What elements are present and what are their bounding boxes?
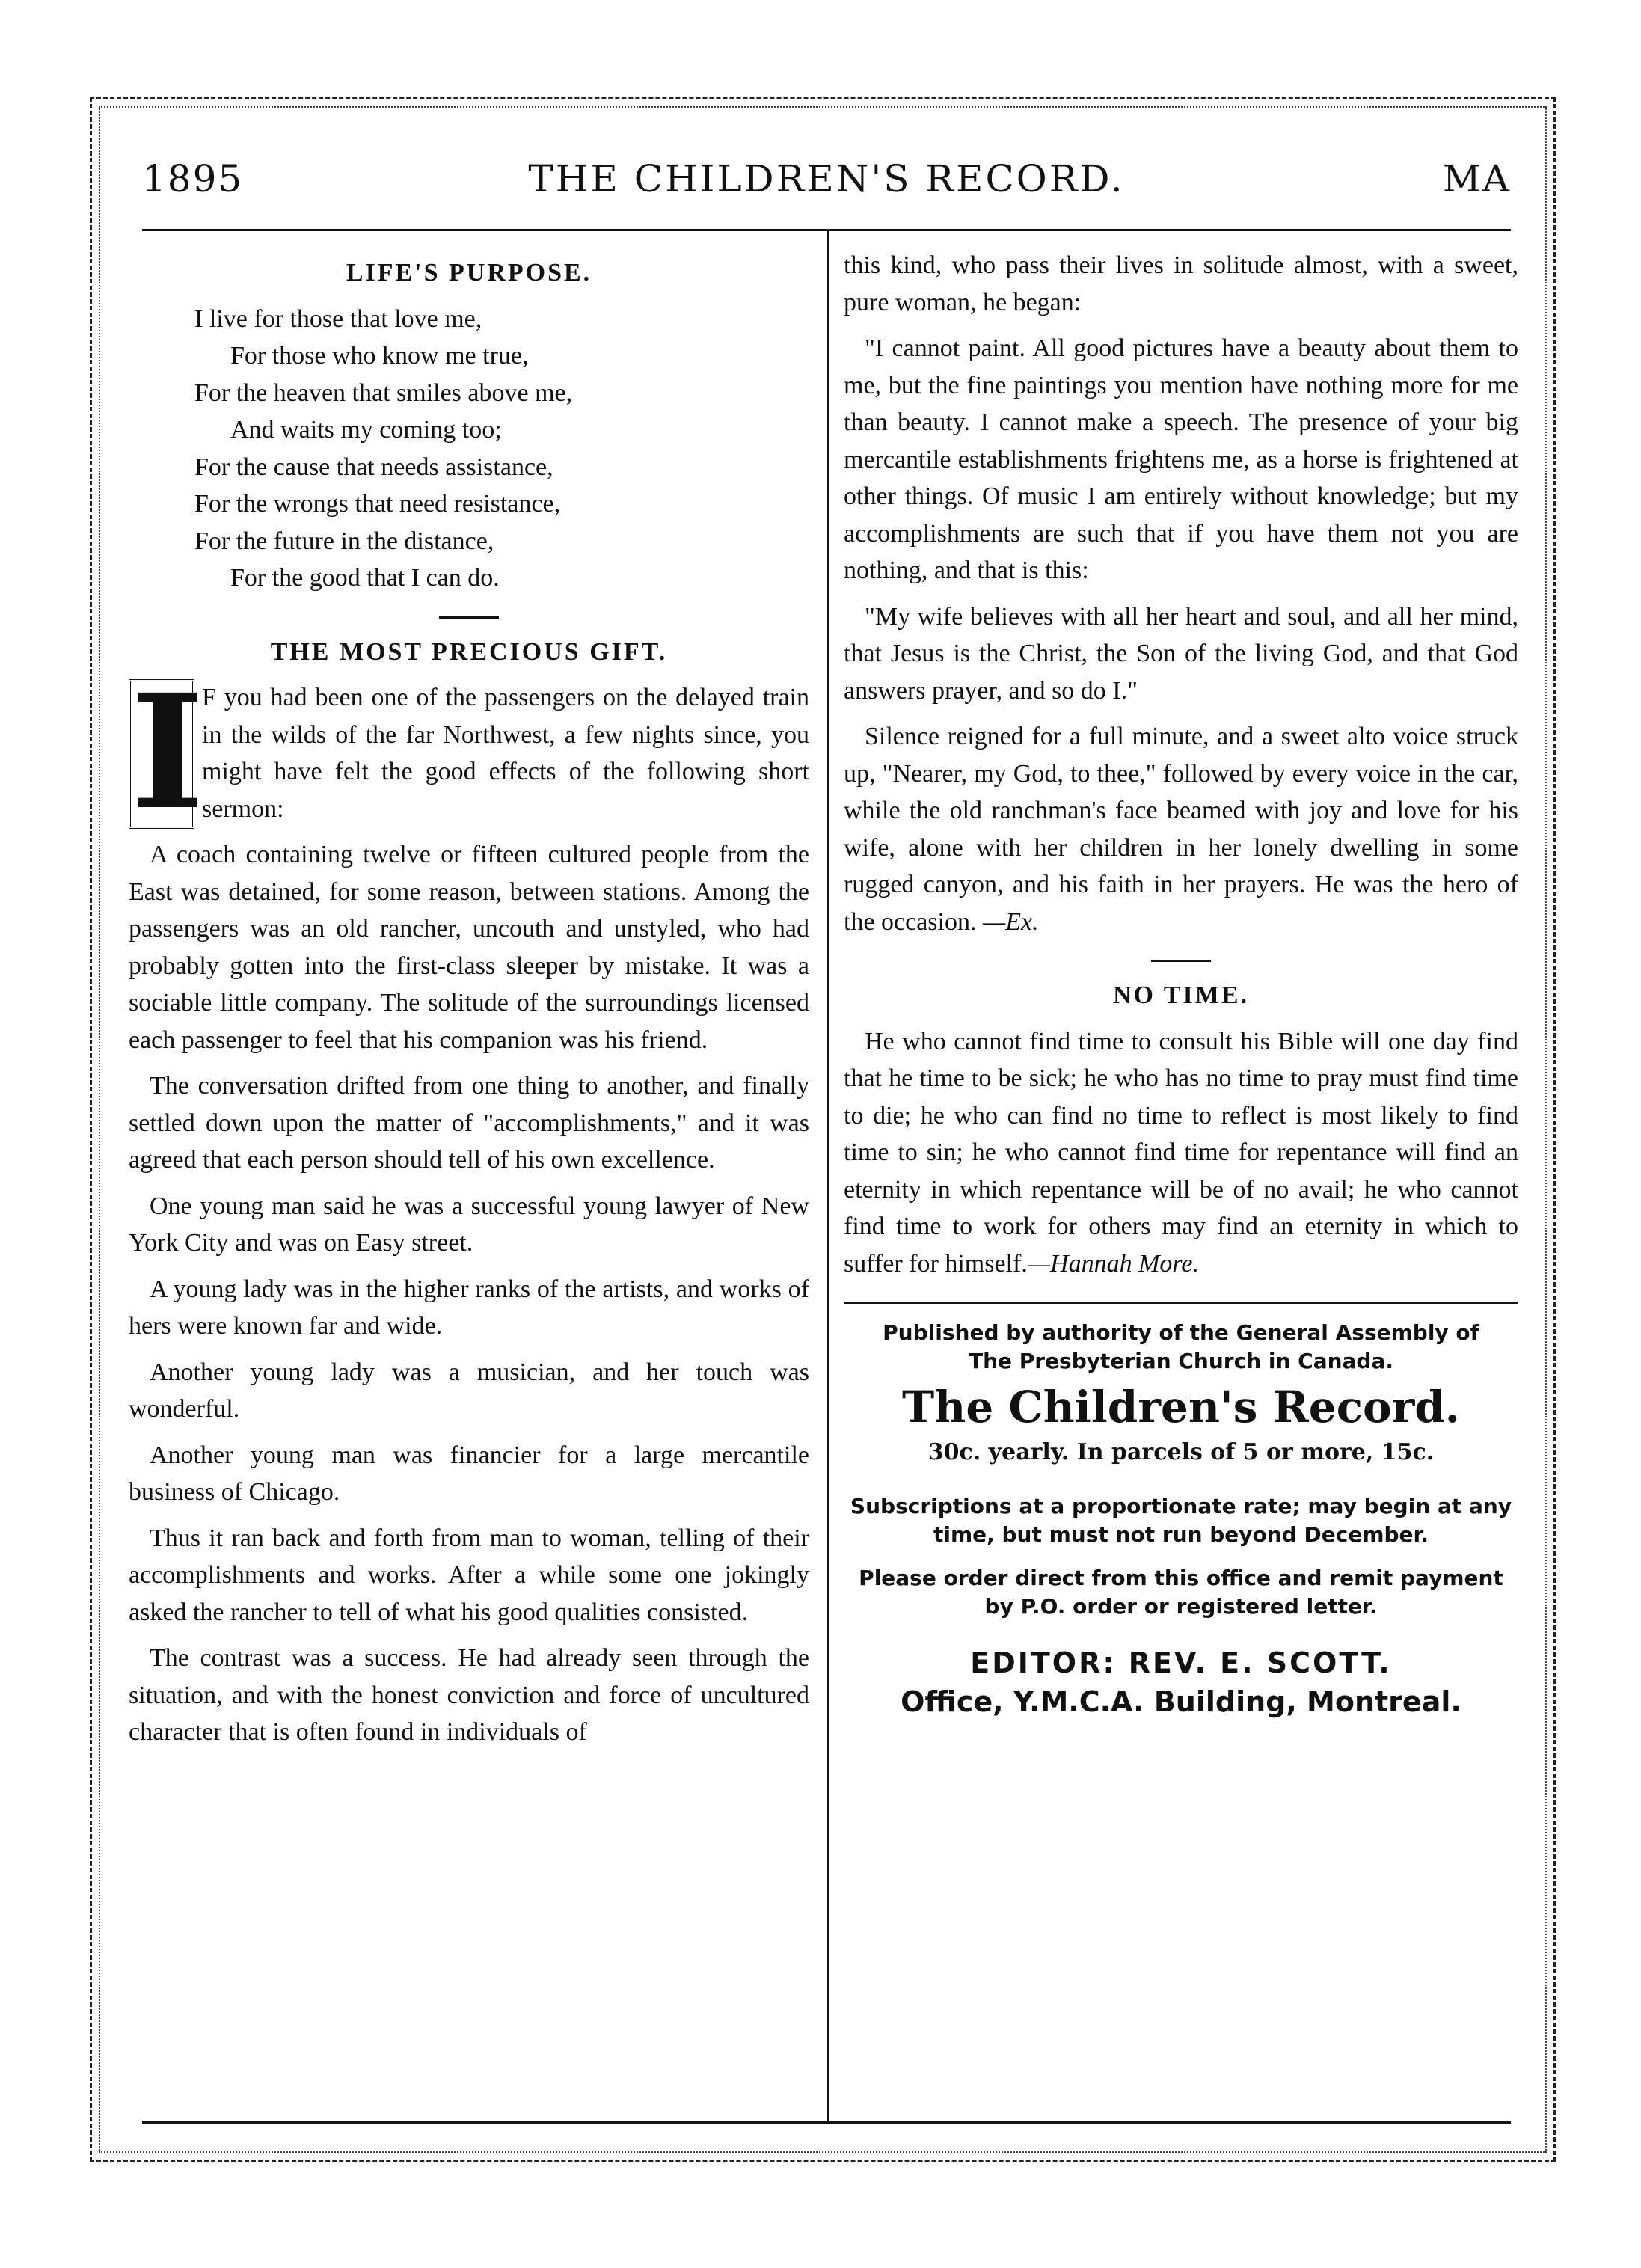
poem-line: For the wrongs that need resistance, bbox=[194, 490, 561, 518]
poem-line: For the good that I can do. bbox=[230, 564, 500, 592]
masthead: The Children's Record. bbox=[901, 1382, 1460, 1432]
header-month: MA bbox=[1442, 157, 1511, 200]
header-title: THE CHILDREN'S RECORD. bbox=[528, 157, 1125, 200]
article-paragraph: Another young lady was a musician, and her touch was wonderful. bbox=[129, 1358, 809, 1423]
article-source: —Ex. bbox=[983, 907, 1039, 936]
article-paragraph: "I cannot paint. All good pictures have a beauty about them to me, but the fine paintings you mention have nothing more for me than beauty. I cannot make a speech. The presence of your big mercantile establishments frightens me, as a horse is frightened at other things. Of music I am entirely without knowledge; but my accomplishments are such that if you have them not you are nothing, and that is this: bbox=[844, 334, 1518, 584]
poem-line: For the future in the distance, bbox=[194, 527, 494, 555]
notime-text: He who cannot find time to consult his Bible will one day find that he time to be sick; he who has no time to pray must find time to die; he who can find no time to reflect is most likely to find time to sin; he who cannot find time for repentance will find an eternity in which repentance will be of no avail; he who cannot find time to work for others may find an eternity in which to suffer for himself. bbox=[844, 1027, 1518, 1278]
article-continued: this kind, who pass their lives in solitude almost, with a sweet, pure woman, he began: bbox=[844, 251, 1518, 316]
left-column bbox=[129, 247, 809, 1760]
article-paragraph: The conversation drifted from one thing to another, and finally settled down upon the matter of "accomplishments," and it was agreed that each person should tell of his own excellence. bbox=[129, 1072, 809, 1174]
notime-author: —Hannah More. bbox=[1027, 1249, 1199, 1278]
first-paragraph-text: F you had been one of the passengers on the delayed train in the wilds of the far Northwest, a few nights since, you might have felt the good effects of the following short sermon: bbox=[202, 684, 809, 823]
running-header bbox=[142, 157, 1511, 209]
right-column bbox=[844, 247, 1518, 1721]
poem-title: LIFE'S PURPOSE. bbox=[346, 259, 592, 286]
article-paragraph: "My wife believes with all her heart and soul, and all her mind, that Jesus is the Christ, the Son of the living God, and that God answers prayer, and so do I." bbox=[844, 602, 1518, 705]
subscriptions: Subscriptions at a proportionate rate; may begin at any time, but must not run beyond December. bbox=[850, 1494, 1512, 1547]
poem-line: I live for those that love me, bbox=[194, 304, 482, 333]
publisher-box bbox=[844, 1319, 1518, 1721]
article-paragraph: A young lady was in the higher ranks of the artists, and works of hers were known far and wide. bbox=[129, 1275, 809, 1340]
article-paragraph: Thus it ran back and forth from man to woman, telling of their accomplishments and works. After a while some one jokingly asked the rancher to tell of what his good qualities consisted. bbox=[129, 1524, 809, 1626]
poem bbox=[194, 301, 809, 597]
column-divider bbox=[827, 229, 829, 2121]
article-paragraph-text: Silence reigned for a full minute, and a sweet alto voice struck up, "Nearer, my God, to thee," followed by every voice in the car, while the old ranchman's face beamed with joy and love for his wife, alone with her children in her lonely dwelling in some rugged canyon, and his faith in her prayers. He was the hero of the occasion. bbox=[844, 723, 1518, 936]
poem-line: For the cause that needs assistance, bbox=[194, 453, 553, 481]
office: Office, Y.M.C.A. Building, Montreal. bbox=[901, 1685, 1461, 1718]
notime-title: NO TIME. bbox=[1112, 981, 1250, 1009]
header-rule bbox=[142, 229, 1511, 231]
notime-paragraph bbox=[844, 1023, 1518, 1283]
article-paragraph: A coach containing twelve or fifteen cultured people from the East was detained, for some reason, between stations. Among the passengers was an old rancher, uncouth and unstyled, who had probably gotten into the first-class sleeper by mistake. It was a sociable little company. The solitude of the surroundings licensed each passenger to feel that his companion was his friend. bbox=[129, 841, 809, 1054]
poem-line: And waits my coming too; bbox=[230, 416, 502, 444]
article-paragraph: One young man said he was a successful young lawyer of New York City and was on Easy street. bbox=[129, 1192, 809, 1257]
footer-rule bbox=[142, 2121, 1511, 2124]
article-first-paragraph bbox=[129, 660, 809, 845]
drop-cap: I bbox=[129, 679, 194, 829]
order-info: Please order direct from this office and remit payment by P.O. order or registered letter. bbox=[859, 1566, 1503, 1619]
editor: EDITOR: REV. E. SCOTT. bbox=[970, 1646, 1392, 1679]
publisher-line1: Published by authority of the General Assembly of bbox=[883, 1320, 1479, 1345]
article-paragraph bbox=[844, 718, 1518, 940]
section-rule bbox=[1151, 960, 1211, 962]
poem-line: For the heaven that smiles above me, bbox=[194, 378, 573, 407]
price: 30c. yearly. In parcels of 5 or more, 15c. bbox=[927, 1439, 1435, 1465]
article-paragraph: Another young man was financier for a large mercantile business of Chicago. bbox=[129, 1441, 809, 1506]
section-rule bbox=[439, 616, 499, 619]
article-title: THE MOST PRECIOUS GIFT. bbox=[270, 637, 668, 666]
publisher-line2: The Presbyterian Church in Canada. bbox=[968, 1349, 1394, 1373]
publisher-rule bbox=[844, 1302, 1518, 1304]
poem-line: For those who know me true, bbox=[230, 342, 529, 370]
header-year: 1895 bbox=[142, 157, 244, 200]
article-paragraph: The contrast was a success. He had already seen through the situation, and with the honest conviction and force of uncultured character that is often found in individuals of bbox=[129, 1644, 809, 1746]
